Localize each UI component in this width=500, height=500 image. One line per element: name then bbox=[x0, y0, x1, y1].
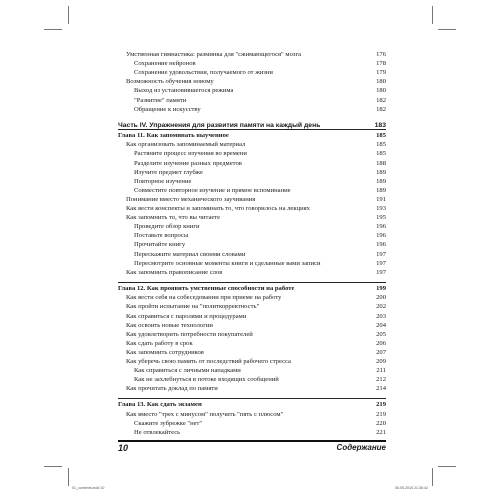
toc-entry bbox=[118, 177, 386, 186]
toc-entry bbox=[118, 375, 386, 384]
toc-entry-page: 193 bbox=[376, 205, 386, 212]
print-slug-right: 06.05.2016 21:36:42 bbox=[395, 486, 428, 490]
toc-entry-page: 221 bbox=[376, 429, 386, 437]
toc-entry-title: Как прочитать доклад по памяти bbox=[126, 385, 218, 393]
toc-entry-page: 189 bbox=[376, 177, 386, 185]
toc-entry-title: Как запомнить сотрудников bbox=[126, 348, 204, 356]
toc-entry-title: Выход из установившегося режима bbox=[134, 87, 234, 95]
toc-entry-title: "Развитие" памяти bbox=[134, 96, 187, 104]
toc-entry bbox=[118, 357, 386, 366]
toc-entry-title: Как пройти испытание на "политкорректность" bbox=[126, 303, 260, 311]
toc-entry bbox=[118, 302, 386, 311]
toc-entry-page: 203 bbox=[376, 312, 386, 320]
toc-entry bbox=[118, 348, 386, 357]
toc-entry-title: Часть IV. Упражнения для развития памяти на каждый день bbox=[118, 121, 321, 129]
crop-mark bbox=[438, 29, 456, 30]
toc-entry-title: Поставьте вопросы bbox=[134, 232, 189, 240]
toc-entry-title: Как вести конспекты и запоминать то, что говорилось на лекциях bbox=[126, 205, 310, 212]
toc-entry bbox=[118, 231, 386, 240]
toc-entry-page: 179 bbox=[376, 69, 386, 77]
toc-entry-page: 211 bbox=[376, 367, 386, 375]
toc-entry-page: 180 bbox=[376, 78, 386, 86]
toc-entry-title: Возможность обучения новому bbox=[126, 78, 214, 86]
crop-mark bbox=[432, 468, 433, 486]
toc-entry bbox=[118, 321, 386, 330]
toc-entry-title: Глава 11. Как запоминать выученное bbox=[118, 131, 229, 139]
toc-entry-title: Умственная гимнастика: разминка для "сжимающегося" мозга bbox=[126, 51, 302, 58]
crop-mark bbox=[68, 468, 69, 486]
toc-entry-title: Как справиться с личными нападками bbox=[134, 367, 241, 375]
toc-entry bbox=[118, 105, 386, 114]
toc-entry bbox=[118, 312, 386, 321]
toc-entry-page: 197 bbox=[376, 259, 386, 267]
toc-entry-page: 176 bbox=[376, 51, 386, 58]
toc-entry-title: Как запомнить правописание слов bbox=[126, 268, 223, 276]
chapter-rule bbox=[118, 398, 386, 399]
toc-entry bbox=[118, 259, 386, 268]
toc-entry-title: Как удовлетворить потребности покупателей bbox=[126, 330, 253, 338]
toc-chapter-heading bbox=[118, 400, 386, 409]
toc-entry-title: Скажите зубрежке "нет" bbox=[134, 420, 203, 427]
toc-entry-title: Глава 13. Как сдать экзамен bbox=[118, 401, 202, 409]
toc-entry-title: Пересмотрите основные моменты книги и сделанные вами записи bbox=[134, 259, 321, 267]
toc-entry-title: Понимание вместо механического заучивания bbox=[126, 195, 256, 203]
running-footer-title: Содержание bbox=[336, 443, 386, 452]
toc-entry-page: 206 bbox=[376, 339, 386, 347]
crop-mark bbox=[432, 6, 433, 24]
toc-entry bbox=[118, 195, 386, 204]
page-number: 10 bbox=[118, 443, 129, 453]
crop-mark bbox=[44, 29, 62, 30]
toc-entry bbox=[118, 204, 386, 213]
toc-entry bbox=[118, 213, 386, 222]
toc-entry bbox=[118, 240, 386, 249]
toc-entry-page: 180 bbox=[376, 87, 386, 95]
toc-chapter-heading bbox=[118, 284, 386, 293]
toc-entry-page: 219 bbox=[376, 401, 386, 409]
crop-mark bbox=[438, 466, 456, 467]
toc-entry-title: Как сдать работу в срок bbox=[126, 339, 193, 347]
toc-entry-page: 207 bbox=[376, 348, 386, 356]
toc-entry-title: Разделите изучение разных предметов bbox=[134, 159, 242, 167]
toc-entry-title: Как организовать запоминаемый материал bbox=[126, 141, 246, 149]
toc-entry bbox=[118, 366, 386, 375]
crop-mark bbox=[68, 6, 69, 24]
toc-entry bbox=[118, 186, 386, 195]
toc-entry bbox=[118, 428, 386, 437]
toc-entry-title: Проведите обзор книги bbox=[134, 223, 200, 231]
toc-entry bbox=[118, 159, 386, 168]
toc-entry-title: Повторное изучение bbox=[134, 177, 192, 185]
toc-entry-page: 191 bbox=[376, 195, 386, 203]
toc-entry bbox=[118, 59, 386, 68]
toc-entry-page: 205 bbox=[376, 330, 386, 338]
toc-entry-page: 189 bbox=[376, 168, 386, 176]
toc-entry-title: Совместите повторное изучение и прямое вспоминание bbox=[134, 186, 291, 194]
toc-entry bbox=[118, 384, 386, 393]
toc-entry-page: 204 bbox=[376, 321, 386, 329]
toc-entry bbox=[118, 250, 386, 259]
toc-entry-page: 214 bbox=[376, 385, 386, 393]
toc-entry-title: Как освоить новые технологии bbox=[126, 321, 213, 329]
toc-entry-page: 219 bbox=[376, 410, 386, 418]
toc-entry bbox=[118, 268, 386, 277]
toc-entry bbox=[118, 419, 386, 428]
toc-entry-page: 183 bbox=[374, 121, 386, 129]
toc-entry-title: Сохранение удовольствия, получаемого от жизни bbox=[134, 69, 273, 77]
toc-entry-title: Как вести себя на собеседовании при приеме на работу bbox=[126, 294, 282, 302]
toc-entry bbox=[118, 330, 386, 339]
toc-entry bbox=[118, 168, 386, 177]
toc-entry-page: 185 bbox=[376, 150, 386, 158]
toc-entry bbox=[118, 68, 386, 77]
toc-entry bbox=[118, 50, 386, 59]
toc-entry-title: Как запомнить то, что вы читаете bbox=[126, 214, 221, 222]
toc-entry bbox=[118, 293, 386, 302]
toc-entry bbox=[118, 410, 386, 419]
toc-entry-page: 182 bbox=[376, 96, 386, 104]
toc-entry-title: Обращение к искусству bbox=[134, 105, 201, 113]
toc-entry-title: Растяните процесс изучения во времени bbox=[134, 150, 247, 158]
toc-entry bbox=[118, 77, 386, 86]
chapter-rule bbox=[118, 129, 386, 130]
toc-entry bbox=[118, 149, 386, 158]
toc-entry-page: 200 bbox=[376, 294, 386, 302]
toc-entry-page: 202 bbox=[376, 303, 386, 311]
toc-entry-page: 220 bbox=[376, 420, 386, 427]
toc-entry bbox=[118, 339, 386, 348]
toc-entry-title: Сохранение нейронов bbox=[134, 60, 196, 68]
toc-entry-title: Глава 12. Как проявить умственные способности на работе bbox=[118, 284, 295, 292]
crop-mark bbox=[44, 466, 62, 467]
toc-entry-title: Как справиться с паролями и процедурами bbox=[126, 312, 247, 320]
toc-entry-page: 196 bbox=[376, 232, 386, 240]
toc-entry-page: 178 bbox=[376, 60, 386, 68]
toc-entry-title: Как не захлебнуться в потоке входящих сообщений bbox=[134, 376, 279, 384]
toc-entry bbox=[118, 86, 386, 95]
toc-entry bbox=[118, 222, 386, 231]
toc-entry bbox=[118, 96, 386, 105]
toc-chapter-heading bbox=[118, 131, 386, 140]
toc-entry-page: 195 bbox=[376, 214, 386, 222]
print-slug-left: 01_contents.indd 10 bbox=[72, 486, 105, 490]
toc-entry-page: 209 bbox=[376, 358, 386, 365]
toc-entry-page: 188 bbox=[376, 159, 386, 167]
toc-entry-page: 197 bbox=[376, 268, 386, 276]
toc-entry-title: Не отвлекайтесь bbox=[134, 429, 181, 437]
toc-entry-page: 189 bbox=[376, 186, 386, 194]
chapter-rule bbox=[118, 282, 386, 283]
toc-entry-page: 196 bbox=[376, 223, 386, 231]
toc-entry-page: 212 bbox=[376, 376, 386, 384]
footer-rule bbox=[118, 440, 386, 442]
toc-entry-title: Как уберечь свою память от последствий рабочего стресса bbox=[126, 358, 291, 365]
toc-entry-title: Прочитайте книгу bbox=[134, 241, 186, 249]
toc-entry-title: Перескажите материал своими словами bbox=[134, 250, 246, 258]
toc-entry-page: 196 bbox=[376, 241, 386, 249]
toc-entry-page: 185 bbox=[376, 131, 386, 139]
toc-entry-title: Изучите предмет глубже bbox=[134, 168, 203, 176]
toc-entry bbox=[118, 140, 386, 149]
toc-entry-title: Как вместо "трех с минусом" получить "пять с плюсом" bbox=[126, 410, 284, 418]
toc-entry-page: 182 bbox=[376, 105, 386, 113]
toc-entry-page: 197 bbox=[376, 250, 386, 258]
toc-entry-page: 185 bbox=[376, 141, 386, 149]
toc-entry-page: 199 bbox=[376, 284, 386, 292]
